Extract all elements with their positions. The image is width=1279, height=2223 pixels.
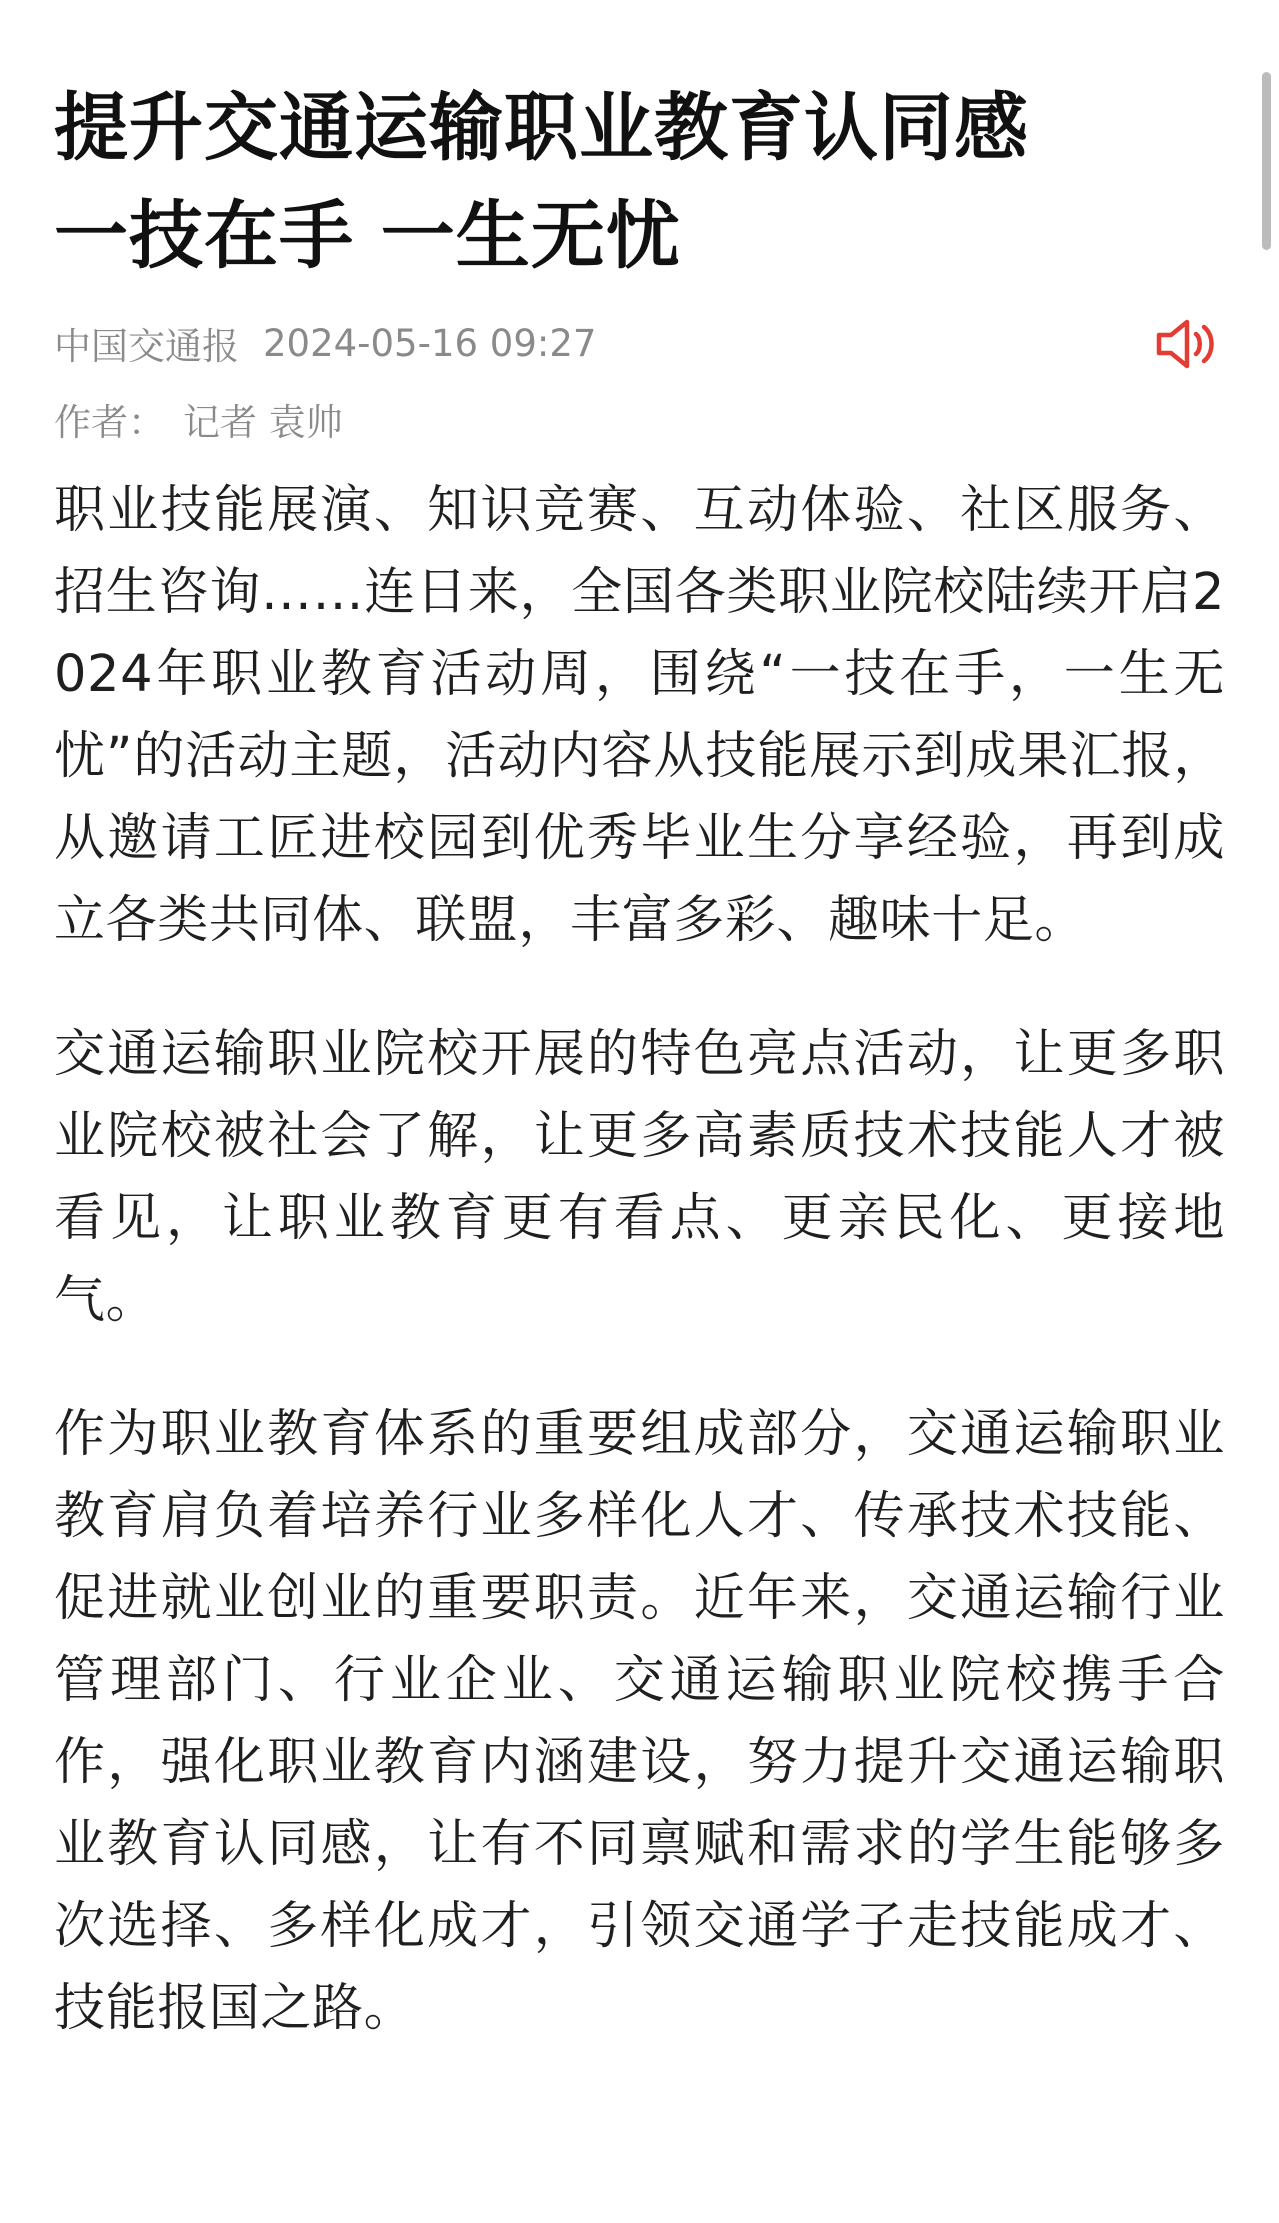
vertical-scrollbar-track[interactable] xyxy=(1261,70,1271,2170)
article-source: 中国交通报 xyxy=(54,325,239,368)
vertical-scrollbar-thumb[interactable] xyxy=(1262,72,1271,250)
article-author xyxy=(54,386,1225,452)
author-name: 记者 袁帅 xyxy=(183,401,343,444)
article-paragraph-1: 职业技能展演、知识竞赛、互动体验、社区服务、招生咨询……连日来，全国各类职业院校陆续开启2024年职业教育活动周，围绕“一技在手，一生无忧”的活动主题，活动内容从技能展示到成果汇报，从邀请工匠进校园到优秀毕业生分享经验，再到成立各类共同体、联盟，丰富多彩、趣味十足。 xyxy=(54,481,1225,950)
article-body xyxy=(54,470,1225,2050)
article-title xyxy=(54,0,1194,290)
author-label: 作者： xyxy=(54,401,165,444)
article-paragraph-3: 作为职业教育体系的重要组成部分，交通运输职业教育肩负着培养行业多样化人才、传承技术技能、促进就业创业的重要职责。近年来，交通运输行业管理部门、行业企业、交通运输职业院校携手合作，强化职业教育内涵建设，努力提升交通运输职业教育认同感，让有不同禀赋和需求的学生能够多次选择、多样化成才，引领交通学子走技能成才、技能报国之路。 xyxy=(54,1405,1225,2038)
article-title-line-2: 一技在手 一生无忧 xyxy=(54,193,681,279)
article-title-line-1: 提升交通运输职业教育认同感 xyxy=(54,85,1029,171)
article-meta xyxy=(54,308,1225,378)
speaker-volume-icon[interactable] xyxy=(1153,312,1225,376)
article-paragraph-2: 交通运输职业院校开展的特色亮点活动，让更多职业院校被社会了解，让更多高素质技术技能人才被看见，让职业教育更有看点、更亲民化、更接地气。 xyxy=(54,1025,1225,1330)
article-timestamp: 2024-05-16 09:27 xyxy=(263,321,597,365)
